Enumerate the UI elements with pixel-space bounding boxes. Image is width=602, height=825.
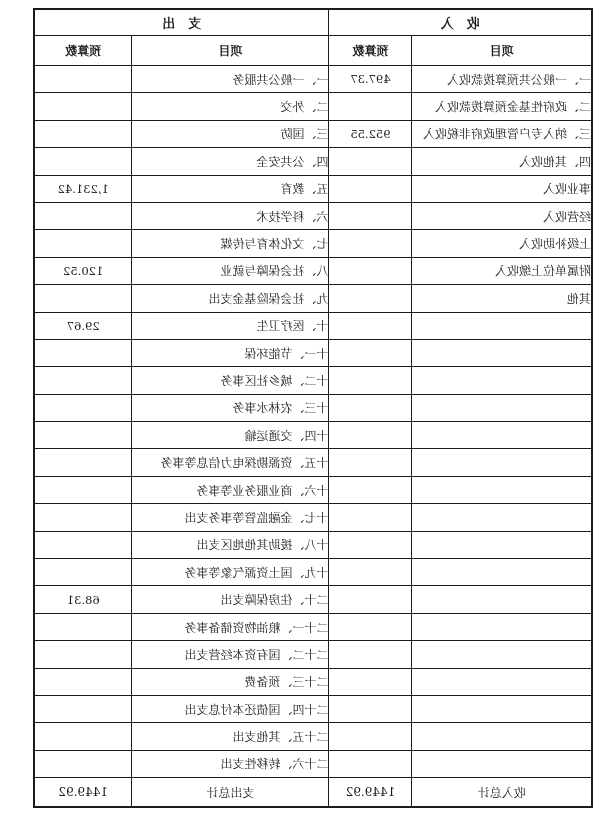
income-budget-cell [329, 422, 412, 449]
expenditure-budget-cell [34, 339, 132, 366]
expenditure-item-cell: 十三、农林水事务 [132, 394, 329, 421]
expenditure-budget-cell [34, 559, 132, 586]
table-row [34, 367, 592, 394]
expenditure-section-header: 支 出 [34, 9, 329, 36]
expenditure-budget-cell [34, 449, 132, 476]
income-budget-cell [329, 586, 412, 613]
expenditure-total-value: 1449.92 [34, 778, 132, 808]
income-item-cell [412, 613, 592, 640]
income-item-cell: 二、政府性基金预算拨款收入 [412, 93, 592, 120]
income-budget-cell [329, 723, 412, 750]
expenditure-item-cell: 十一、节能环保 [132, 339, 329, 366]
expenditure-budget-cell [34, 367, 132, 394]
table-row [34, 93, 592, 120]
expenditure-budget-cell [34, 422, 132, 449]
income-item-cell [412, 476, 592, 503]
table-row [34, 312, 592, 339]
expenditure-budget-cell [34, 668, 132, 695]
table-row [34, 202, 592, 229]
income-item-cell [412, 559, 592, 586]
table-row [34, 723, 592, 750]
table-row [34, 285, 592, 312]
expenditure-item-cell: 十八、援助其他地区支出 [132, 531, 329, 558]
income-budget-cell [329, 257, 412, 284]
income-budget-cell [329, 230, 412, 257]
income-item-cell [412, 641, 592, 668]
column-header-row [34, 36, 592, 66]
income-budget-cell [329, 175, 412, 202]
table-body [34, 66, 592, 778]
table-row [34, 559, 592, 586]
expenditure-item-cell: 六、科学技术 [132, 202, 329, 229]
expenditure-budget-cell: 68.31 [34, 586, 132, 613]
table-row [34, 613, 592, 640]
expenditure-budget-cell [34, 66, 132, 93]
expenditure-item-col-header: 项目 [132, 36, 329, 66]
income-budget-cell: 952.55 [329, 120, 412, 147]
income-item-cell [412, 668, 592, 695]
table-row [34, 339, 592, 366]
expenditure-item-cell: 二十一、粮油物资储备事务 [132, 613, 329, 640]
expenditure-item-cell: 二十五、其他支出 [132, 723, 329, 750]
income-total-value: 1449.92 [329, 778, 412, 808]
income-item-col-header: 项目 [412, 36, 592, 66]
table-row [34, 230, 592, 257]
expenditure-budget-cell [34, 723, 132, 750]
income-item-cell [412, 750, 592, 777]
section-header-row [34, 9, 592, 36]
income-item-cell: 其他 [412, 285, 592, 312]
expenditure-item-cell: 一、一般公共服务 [132, 66, 329, 93]
table-row [34, 750, 592, 777]
expenditure-budget-cell [34, 613, 132, 640]
income-budget-cell [329, 202, 412, 229]
expenditure-item-cell: 十五、资源勘探电力信息等事务 [132, 449, 329, 476]
table-row [34, 66, 592, 93]
income-budget-cell [329, 148, 412, 175]
expenditure-budget-cell [34, 750, 132, 777]
income-budget-cell [329, 285, 412, 312]
income-total-label: 收入总计 [412, 778, 592, 808]
table-row [34, 175, 592, 202]
expenditure-budget-col-header: 预算数 [34, 36, 132, 66]
income-item-cell [412, 394, 592, 421]
income-budget-cell [329, 641, 412, 668]
income-budget-cell [329, 695, 412, 722]
income-budget-cell [329, 339, 412, 366]
expenditure-budget-cell [34, 641, 132, 668]
income-budget-cell [329, 504, 412, 531]
expenditure-budget-cell [34, 120, 132, 147]
table-row [34, 531, 592, 558]
income-item-cell [412, 422, 592, 449]
income-budget-cell [329, 559, 412, 586]
expenditure-item-cell: 十七、金融监管等事务支出 [132, 504, 329, 531]
table-row [34, 449, 592, 476]
income-budget-cell [329, 312, 412, 339]
income-item-cell [412, 695, 592, 722]
expenditure-budget-cell [34, 476, 132, 503]
income-item-cell: 三、纳入专户管理政府非税收入 [412, 120, 592, 147]
income-item-cell: 事业收入 [412, 175, 592, 202]
total-row [34, 778, 592, 808]
income-budget-cell [329, 668, 412, 695]
income-section-header: 收 入 [329, 9, 592, 36]
expenditure-item-cell: 十二、城乡社区事务 [132, 367, 329, 394]
expenditure-budget-cell [34, 695, 132, 722]
expenditure-item-cell: 二十六、转移性支出 [132, 750, 329, 777]
income-item-cell [412, 339, 592, 366]
expenditure-item-cell: 二、外交 [132, 93, 329, 120]
income-budget-col-header: 预算数 [329, 36, 412, 66]
income-budget-cell [329, 750, 412, 777]
income-budget-cell [329, 367, 412, 394]
expenditure-budget-cell [34, 285, 132, 312]
income-budget-cell [329, 476, 412, 503]
expenditure-item-cell: 七、文化体育与传媒 [132, 230, 329, 257]
expenditure-budget-cell [34, 230, 132, 257]
income-budget-cell: 497.37 [329, 66, 412, 93]
income-item-cell: 附属单位上缴收入 [412, 257, 592, 284]
expenditure-item-cell: 二十三、预备费 [132, 668, 329, 695]
income-item-cell [412, 367, 592, 394]
expenditure-budget-cell: 120.52 [34, 257, 132, 284]
expenditure-total-label: 支出总计 [132, 778, 329, 808]
income-item-cell [412, 586, 592, 613]
expenditure-item-cell: 十、医疗卫生 [132, 312, 329, 339]
expenditure-item-cell: 四、公共安全 [132, 148, 329, 175]
table-row [34, 586, 592, 613]
table-row [34, 148, 592, 175]
expenditure-budget-cell [34, 504, 132, 531]
expenditure-budget-cell [34, 93, 132, 120]
income-item-cell: 经营收入 [412, 202, 592, 229]
income-budget-cell [329, 93, 412, 120]
income-budget-cell [329, 531, 412, 558]
table-row [34, 257, 592, 284]
expenditure-budget-cell: 29.67 [34, 312, 132, 339]
budget-table [33, 8, 593, 808]
expenditure-item-cell: 三、国防 [132, 120, 329, 147]
table-row [34, 641, 592, 668]
expenditure-budget-cell [34, 148, 132, 175]
income-item-cell [412, 504, 592, 531]
table-row [34, 422, 592, 449]
expenditure-budget-cell [34, 394, 132, 421]
table-row [34, 695, 592, 722]
income-item-cell [412, 531, 592, 558]
income-item-cell: 上级补助收入 [412, 230, 592, 257]
expenditure-budget-cell: 1,231.42 [34, 175, 132, 202]
table-row [34, 504, 592, 531]
expenditure-budget-cell [34, 531, 132, 558]
table-row [34, 120, 592, 147]
income-item-cell [412, 449, 592, 476]
income-item-cell: 四、其他收入 [412, 148, 592, 175]
income-item-cell [412, 723, 592, 750]
table-row [34, 394, 592, 421]
expenditure-item-cell: 二十四、国债还本付息支出 [132, 695, 329, 722]
income-budget-cell [329, 613, 412, 640]
expenditure-item-cell: 八、社会保障与就业 [132, 257, 329, 284]
expenditure-item-cell: 十四、交通运输 [132, 422, 329, 449]
income-budget-cell [329, 449, 412, 476]
table-row [34, 476, 592, 503]
income-budget-cell [329, 394, 412, 421]
income-item-cell [412, 312, 592, 339]
expenditure-item-cell: 二十二、国有资本经营支出 [132, 641, 329, 668]
table-row [34, 668, 592, 695]
expenditure-item-cell: 二十、住房保障支出 [132, 586, 329, 613]
expenditure-item-cell: 十九、国土资源气象等事务 [132, 559, 329, 586]
expenditure-item-cell: 五、教育 [132, 175, 329, 202]
income-item-cell: 一、一般公共预算拨款收入 [412, 66, 592, 93]
expenditure-budget-cell [34, 202, 132, 229]
expenditure-item-cell: 九、社会保险基金支出 [132, 285, 329, 312]
expenditure-item-cell: 十六、商业服务业等事务 [132, 476, 329, 503]
